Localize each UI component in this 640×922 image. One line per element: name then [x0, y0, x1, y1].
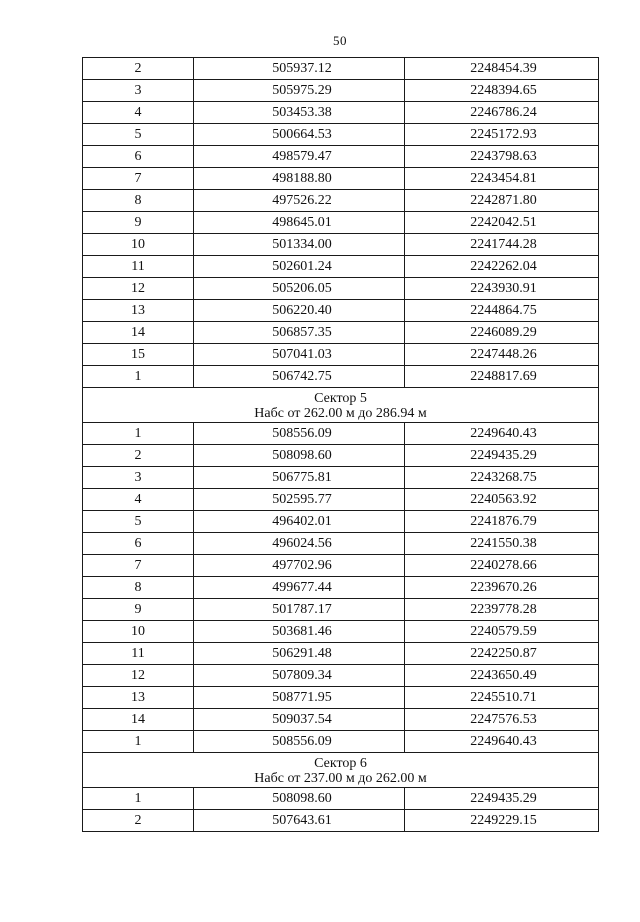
y-coordinate-cell: 2242042.51 [405, 212, 599, 234]
table-row [83, 621, 599, 643]
point-number-cell: 9 [83, 599, 194, 621]
point-number-cell: 1 [83, 788, 194, 810]
x-coordinate-cell: 498645.01 [194, 212, 405, 234]
table-row [83, 709, 599, 731]
x-coordinate-cell: 503453.38 [194, 102, 405, 124]
point-number-cell: 12 [83, 665, 194, 687]
y-coordinate-cell: 2249229.15 [405, 810, 599, 832]
point-number-cell: 13 [83, 687, 194, 709]
point-number-cell: 5 [83, 511, 194, 533]
table-row [83, 80, 599, 102]
table-row [83, 665, 599, 687]
table-row [83, 102, 599, 124]
x-coordinate-cell: 509037.54 [194, 709, 405, 731]
x-coordinate-cell: 503681.46 [194, 621, 405, 643]
point-number-cell: 11 [83, 643, 194, 665]
table-row [83, 599, 599, 621]
y-coordinate-cell: 2241876.79 [405, 511, 599, 533]
table-row [83, 234, 599, 256]
coordinates-table [82, 57, 599, 832]
table-row [83, 423, 599, 445]
x-coordinate-cell: 496024.56 [194, 533, 405, 555]
x-coordinate-cell: 506857.35 [194, 322, 405, 344]
point-number-cell: 14 [83, 322, 194, 344]
x-coordinate-cell: 507643.61 [194, 810, 405, 832]
x-coordinate-cell: 498188.80 [194, 168, 405, 190]
y-coordinate-cell: 2248817.69 [405, 366, 599, 388]
point-number-cell: 6 [83, 533, 194, 555]
point-number-cell: 6 [83, 146, 194, 168]
y-coordinate-cell: 2242871.80 [405, 190, 599, 212]
table-row [83, 124, 599, 146]
point-number-cell: 8 [83, 577, 194, 599]
point-number-cell: 3 [83, 467, 194, 489]
x-coordinate-cell: 508556.09 [194, 423, 405, 445]
x-coordinate-cell: 506742.75 [194, 366, 405, 388]
y-coordinate-cell: 2246089.29 [405, 322, 599, 344]
table-row [83, 190, 599, 212]
point-number-cell: 11 [83, 256, 194, 278]
y-coordinate-cell: 2242250.87 [405, 643, 599, 665]
y-coordinate-cell: 2242262.04 [405, 256, 599, 278]
point-number-cell: 10 [83, 234, 194, 256]
y-coordinate-cell: 2243454.81 [405, 168, 599, 190]
point-number-cell: 12 [83, 278, 194, 300]
y-coordinate-cell: 2243930.91 [405, 278, 599, 300]
y-coordinate-cell: 2249640.43 [405, 423, 599, 445]
x-coordinate-cell: 501787.17 [194, 599, 405, 621]
page-number: 50 [333, 33, 347, 48]
y-coordinate-cell: 2241550.38 [405, 533, 599, 555]
point-number-cell: 4 [83, 489, 194, 511]
y-coordinate-cell: 2241744.28 [405, 234, 599, 256]
x-coordinate-cell: 502595.77 [194, 489, 405, 511]
y-coordinate-cell: 2246786.24 [405, 102, 599, 124]
y-coordinate-cell: 2239778.28 [405, 599, 599, 621]
x-coordinate-cell: 496402.01 [194, 511, 405, 533]
point-number-cell: 1 [83, 731, 194, 753]
y-coordinate-cell: 2243650.49 [405, 665, 599, 687]
table-row [83, 212, 599, 234]
table-row [83, 467, 599, 489]
table-row [83, 533, 599, 555]
x-coordinate-cell: 500664.53 [194, 124, 405, 146]
table-row [83, 731, 599, 753]
point-number-cell: 1 [83, 423, 194, 445]
y-coordinate-cell: 2248454.39 [405, 58, 599, 80]
x-coordinate-cell: 505975.29 [194, 80, 405, 102]
table-row [83, 687, 599, 709]
y-coordinate-cell: 2240563.92 [405, 489, 599, 511]
point-number-cell: 15 [83, 344, 194, 366]
sector-header [83, 388, 599, 423]
coordinates-table-body [83, 58, 599, 832]
x-coordinate-cell: 499677.44 [194, 577, 405, 599]
point-number-cell: 4 [83, 102, 194, 124]
point-number-cell: 13 [83, 300, 194, 322]
sector-header [83, 753, 599, 788]
sector-height-range: Набс от 262.00 м до 286.94 м [254, 405, 427, 421]
y-coordinate-cell: 2244864.75 [405, 300, 599, 322]
point-number-cell: 10 [83, 621, 194, 643]
x-coordinate-cell: 508098.60 [194, 445, 405, 467]
table-row [83, 445, 599, 467]
point-number-cell: 2 [83, 445, 194, 467]
point-number-cell: 2 [83, 58, 194, 80]
table-row [83, 58, 599, 80]
point-number-cell: 14 [83, 709, 194, 731]
sector-height-range: Набс от 237.00 м до 262.00 м [254, 770, 427, 786]
y-coordinate-cell: 2240278.66 [405, 555, 599, 577]
table-row [83, 577, 599, 599]
table-row [83, 555, 599, 577]
y-coordinate-cell: 2245172.93 [405, 124, 599, 146]
y-coordinate-cell: 2249435.29 [405, 788, 599, 810]
x-coordinate-cell: 506291.48 [194, 643, 405, 665]
x-coordinate-cell: 505937.12 [194, 58, 405, 80]
table-row [83, 810, 599, 832]
x-coordinate-cell: 497526.22 [194, 190, 405, 212]
sector-title: Сектор 6 [314, 755, 367, 771]
x-coordinate-cell: 508771.95 [194, 687, 405, 709]
y-coordinate-cell: 2245510.71 [405, 687, 599, 709]
point-number-cell: 5 [83, 124, 194, 146]
x-coordinate-cell: 497702.96 [194, 555, 405, 577]
point-number-cell: 9 [83, 212, 194, 234]
table-row [83, 256, 599, 278]
y-coordinate-cell: 2247576.53 [405, 709, 599, 731]
table-row [83, 278, 599, 300]
point-number-cell: 7 [83, 555, 194, 577]
table-row [83, 788, 599, 810]
sector-title: Сектор 5 [314, 390, 367, 406]
point-number-cell: 3 [83, 80, 194, 102]
sector-header-row [83, 753, 599, 788]
table-row [83, 168, 599, 190]
x-coordinate-cell: 501334.00 [194, 234, 405, 256]
x-coordinate-cell: 498579.47 [194, 146, 405, 168]
x-coordinate-cell: 508556.09 [194, 731, 405, 753]
y-coordinate-cell: 2243798.63 [405, 146, 599, 168]
table-row [83, 146, 599, 168]
y-coordinate-cell: 2243268.75 [405, 467, 599, 489]
table-row [83, 511, 599, 533]
y-coordinate-cell: 2248394.65 [405, 80, 599, 102]
y-coordinate-cell: 2249640.43 [405, 731, 599, 753]
table-row [83, 643, 599, 665]
y-coordinate-cell: 2240579.59 [405, 621, 599, 643]
x-coordinate-cell: 507809.34 [194, 665, 405, 687]
point-number-cell: 2 [83, 810, 194, 832]
sector-header-row [83, 388, 599, 423]
table-row [83, 366, 599, 388]
table-row [83, 300, 599, 322]
y-coordinate-cell: 2247448.26 [405, 344, 599, 366]
x-coordinate-cell: 507041.03 [194, 344, 405, 366]
point-number-cell: 8 [83, 190, 194, 212]
point-number-cell: 7 [83, 168, 194, 190]
x-coordinate-cell: 505206.05 [194, 278, 405, 300]
point-number-cell: 1 [83, 366, 194, 388]
y-coordinate-cell: 2239670.26 [405, 577, 599, 599]
table-row [83, 344, 599, 366]
x-coordinate-cell: 506220.40 [194, 300, 405, 322]
table-row [83, 322, 599, 344]
x-coordinate-cell: 508098.60 [194, 788, 405, 810]
y-coordinate-cell: 2249435.29 [405, 445, 599, 467]
table-row [83, 489, 599, 511]
x-coordinate-cell: 506775.81 [194, 467, 405, 489]
x-coordinate-cell: 502601.24 [194, 256, 405, 278]
